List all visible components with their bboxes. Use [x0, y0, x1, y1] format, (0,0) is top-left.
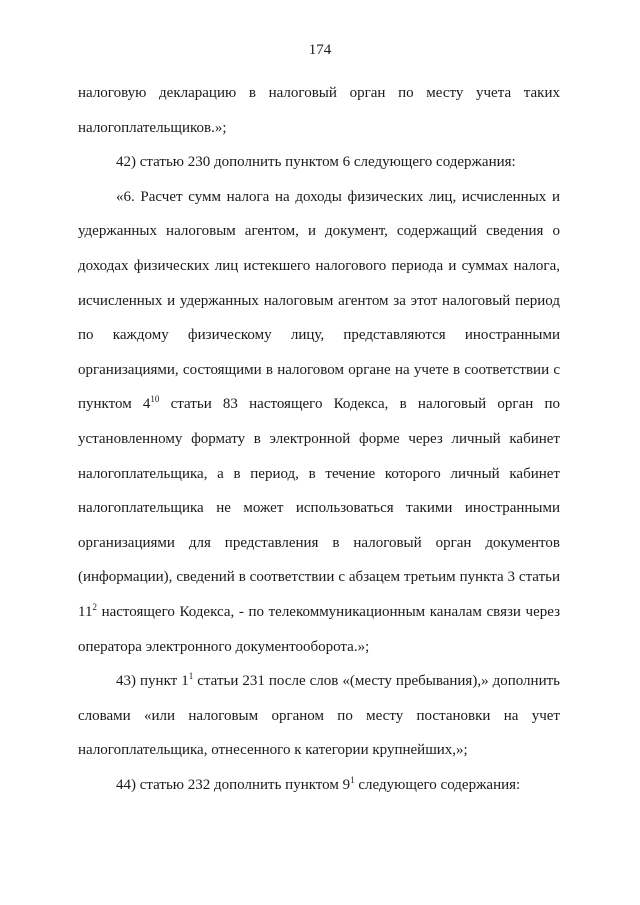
paragraph-item-42: 42) статью 230 дополнить пунктом 6 следующего содержания: [116, 154, 516, 171]
clause-6-text-part3: настоящего Кодекса, - по телекоммуникационным каналам связи через оператора электронного документооборота.»; [78, 603, 560, 655]
paragraph-item-43 [78, 664, 560, 768]
page-number: 174 [308, 42, 332, 58]
item-43-text-part2: статьи 231 после слов «(месту пребывания),» дополнить словами «или налоговым органом по месту постановки на учет налогоплательщика, отнесенного к категории крупнейших,»; [78, 673, 560, 759]
item-44-text-part1: 44) статью 232 дополнить пунктом 9 [116, 776, 351, 793]
paragraph-clause-6 [78, 180, 560, 664]
clause-6-text-part2: статьи 83 настоящего Кодекса, в налоговый орган по установленному формату в электронной форме через личный кабинет налогоплательщика, а в период, в течение которого личный кабинет налогоплательщика не может использоваться такими иностранными организациями для представления в налоговый орган документов (информации), сведений в соответствии с абзацем третьим пункта 3 статьи 11 [78, 396, 560, 620]
superscript-2: 2 [92, 601, 97, 612]
paragraph-item-44 [78, 768, 560, 803]
superscript-1: 1 [350, 774, 355, 785]
superscript-10: 10 [150, 394, 160, 405]
clause-6-text-part1: «6. Расчет сумм налога на доходы физических лиц, исчисленных и удержанных налоговым агентом, и документ, содержащий сведения о доходах физических лиц истекшего налогового периода и суммах налога, исчисленных и удержанных налоговым агентом за этот налоговый период по каждому физическому лицу, представляются иностранными организациями, состоящими в налоговом органе на учете в соответствии с пунктом 4 [78, 188, 560, 413]
item-43-text-part1: 43) пункт 1 [116, 673, 189, 690]
item-44-text-part2: следующего содержания: [354, 776, 521, 793]
document-body [78, 76, 560, 802]
superscript-1: 1 [188, 671, 194, 682]
paragraph-continuation: налоговую декларацию в налоговый орган по месту учета таких налогоплательщиков.»; [78, 85, 560, 136]
